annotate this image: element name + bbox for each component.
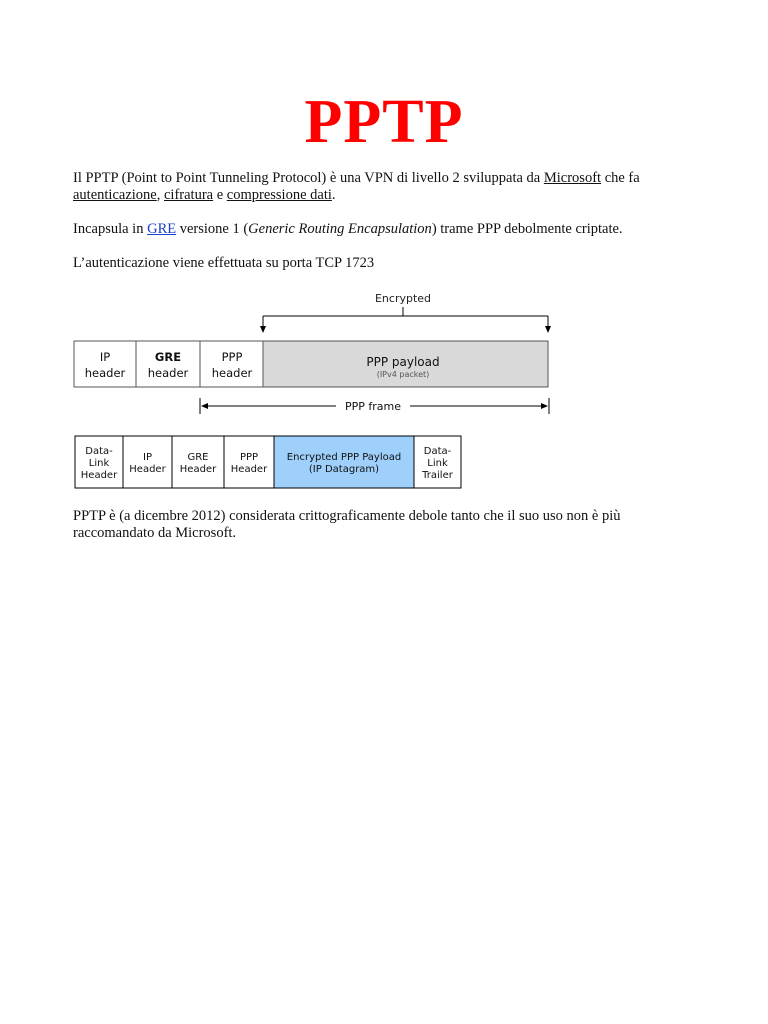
dl-header-text-2: Link bbox=[88, 458, 110, 469]
encrypted-label: Encrypted bbox=[374, 292, 432, 305]
ppp-header-label-2: header bbox=[211, 366, 253, 380]
ip-cell-text-1: IP bbox=[143, 452, 152, 463]
gre-header-label-2: header bbox=[147, 366, 189, 380]
payload-cell-text-1: Encrypted PPP Payload bbox=[286, 452, 402, 463]
intro-text-1: Il PPTP (Point to Point Tunneling Protocol) è una VPN di livello 2 sviluppata da bbox=[73, 170, 544, 186]
ip-header-label-2: header bbox=[84, 366, 126, 380]
ppp-header-label-1: PPP bbox=[221, 350, 243, 364]
ppp-frame-label: PPP frame bbox=[344, 400, 402, 413]
gre-text-3: ) trame PPP debolmente criptate. bbox=[431, 221, 623, 237]
microsoft-link[interactable]: Microsoft bbox=[543, 170, 602, 186]
gre-header-box bbox=[136, 341, 200, 387]
intro-text-2: che fa bbox=[601, 170, 640, 186]
dl-trailer-text-3: Trailer bbox=[422, 470, 453, 481]
dl-header-text-3: Header bbox=[80, 470, 118, 481]
dl-header-text-1: Data- bbox=[85, 446, 113, 457]
ip-header-box bbox=[74, 341, 136, 387]
encrypted-right-arrow bbox=[545, 326, 551, 333]
encrypted-left-arrow bbox=[260, 326, 266, 333]
auth-paragraph: L’autenticazione viene effettuata su porta TCP 1723 bbox=[73, 255, 375, 271]
intro-text-4: e bbox=[213, 187, 227, 203]
intro-text-3: , bbox=[156, 187, 164, 203]
frame-left-arrow bbox=[201, 403, 208, 409]
dl-trailer-text-1: Data- bbox=[423, 446, 452, 457]
ppp-header-box bbox=[200, 341, 263, 387]
pptp-frame-diagram bbox=[0, 0, 768, 500]
frame-right-arrow bbox=[541, 403, 548, 409]
payload-cell-text-2: (IP Datagram) bbox=[308, 464, 380, 475]
cifratura-link[interactable]: cifratura bbox=[163, 187, 214, 203]
gre-cell-text-2: Header bbox=[179, 464, 217, 475]
gre-text-1: Incapsula in bbox=[73, 221, 148, 237]
ppp-cell-text-2: Header bbox=[230, 464, 268, 475]
intro-text-5: . bbox=[331, 187, 336, 203]
gre-cell-text-1: GRE bbox=[187, 452, 209, 463]
gre-link[interactable]: GRE bbox=[147, 221, 177, 237]
deprecation-paragraph: PPTP è (a dicembre 2012) considerata crittograficamente debole tanto che il suo uso non è più raccomandato da Microsoft. bbox=[73, 508, 621, 541]
ppp-payload-sublabel: (IPv4 packet) bbox=[376, 370, 430, 379]
gre-header-label-1: GRE bbox=[154, 350, 182, 364]
gre-italic-text: Generic Routing Encapsulation bbox=[248, 221, 432, 237]
autenticazione-link[interactable]: autenticazione bbox=[73, 187, 157, 203]
ip-cell-text-2: Header bbox=[129, 464, 166, 475]
compressione-link[interactable]: compressione dati bbox=[226, 187, 332, 203]
page-title: PPTP bbox=[304, 88, 464, 156]
dl-trailer-text-2: Link bbox=[427, 458, 448, 469]
ppp-payload-label: PPP payload bbox=[366, 355, 440, 369]
gre-text-2: versione 1 ( bbox=[176, 221, 249, 237]
ip-header-label-1: IP bbox=[99, 350, 111, 364]
ppp-cell-text-1: PPP bbox=[239, 452, 259, 463]
